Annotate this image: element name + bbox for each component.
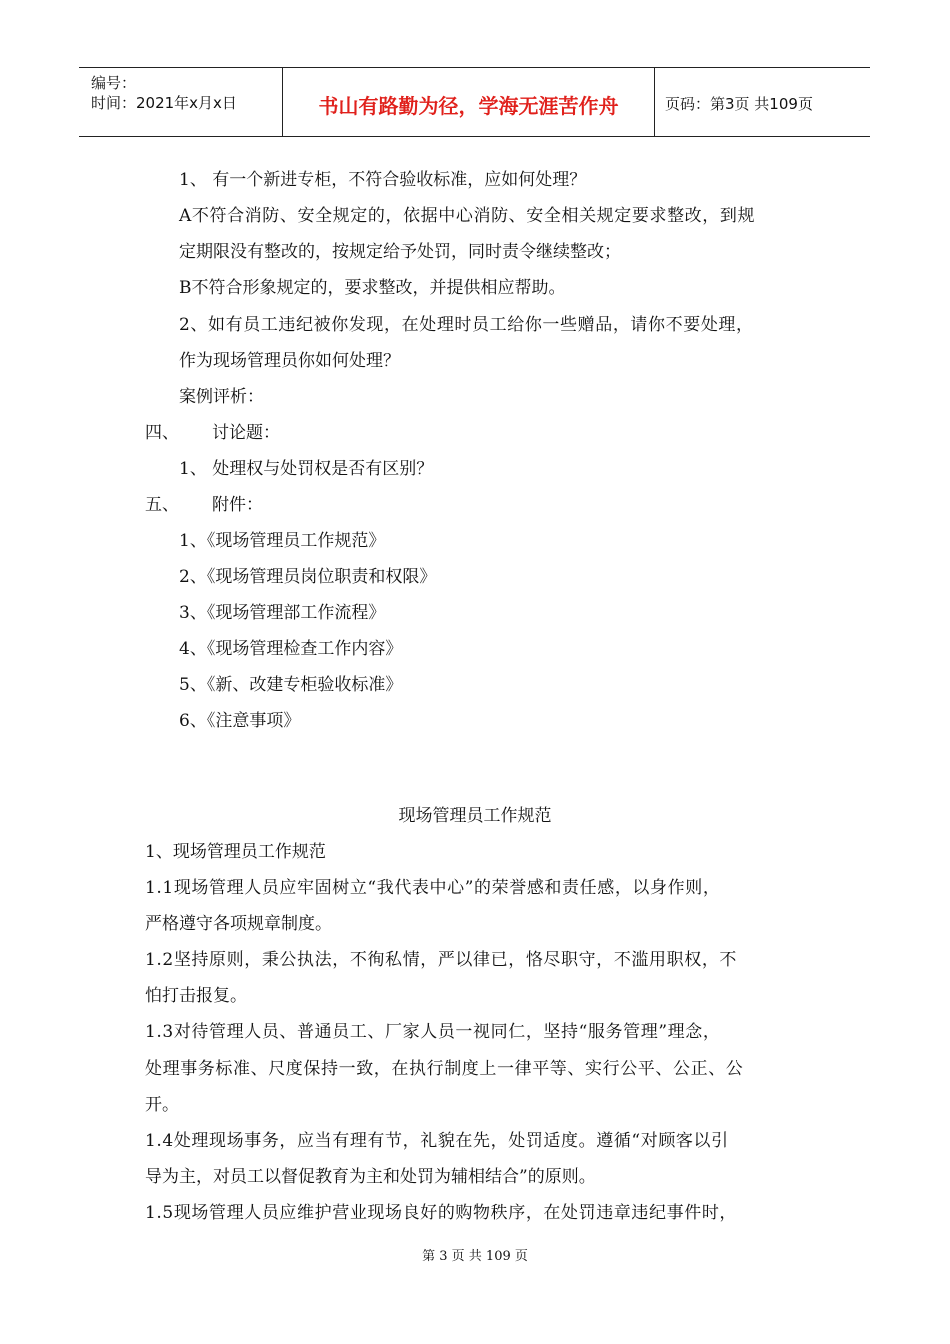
clause-1-4-line-2: 导为主，对员工以督促教育为主和处罚为辅相结合”的原则。 <box>145 1167 596 1187</box>
case-analysis-label: 案例评析： <box>179 387 264 407</box>
question-2-line-2: 作为现场管理员你如何处理？ <box>179 351 400 371</box>
clause-1-1-line-1: 1.1现场管理人员应牢固树立“我代表中心”的荣誉感和责任感，以身作则， <box>145 878 721 898</box>
attachment-5: 5、《新、改建专柜验收标准》 <box>179 675 403 695</box>
attachment-2: 2、《现场管理员岗位职责和权限》 <box>179 567 437 587</box>
motto-text: 书山有路勤为径，学海无涯苦作舟 <box>318 94 619 118</box>
clause-1-3-line-2: 处理事务标准、尺度保持一致，在执行制度上一律平等、实行公平、公正、公 <box>145 1059 744 1079</box>
header-left-cell <box>79 68 283 136</box>
document-title: 现场管理员工作规范 <box>398 806 552 826</box>
clause-1-2-line-1: 1.2坚持原则，秉公执法，不徇私情，严以律已，恪尽职守，不滥用职权，不 <box>145 950 738 970</box>
clause-1-4-line-1: 1.4处理现场事务，应当有理有节，礼貌在先，处罚适度。遵循“对顾客以引 <box>145 1131 729 1151</box>
clause-1-3-line-3: 开。 <box>145 1095 179 1115</box>
section-5-title: 附件： <box>212 495 263 515</box>
clause-1-1-line-2: 严格遵守各项规章制度。 <box>145 914 332 934</box>
answer-a-line-1: A不符合消防、安全规定的，依据中心消防、安全相关规定要求整改，到规 <box>179 206 756 226</box>
section-5-number: 五、 <box>145 495 179 515</box>
attachment-4: 4、《现场管理检查工作内容》 <box>179 639 403 659</box>
header-center-cell <box>283 68 655 136</box>
page-info: 页码：第3页 共109页 <box>665 95 813 113</box>
answer-b: B不符合形象规定的，要求整改，并提供相应帮助。 <box>179 278 566 298</box>
clause-1-2-line-2: 怕打击报复。 <box>145 986 247 1006</box>
question-2-line-1: 2、如有员工违纪被你发现，在处理时员工给你一些赠品，请你不要处理， <box>179 315 754 335</box>
number-label: 编号： <box>91 74 137 92</box>
header-right-cell <box>655 68 870 136</box>
clause-1-5-line-1: 1.5现场管理人员应维护营业现场良好的购物秩序，在处罚违章违纪事件时， <box>145 1203 738 1223</box>
clause-1-3-line-1: 1.3对待管理人员、普通员工、厂家人员一视同仁，坚持“服务管理”理念， <box>145 1022 721 1042</box>
attachment-1: 1、《现场管理员工作规范》 <box>179 531 386 551</box>
time-label: 时间：2021年x月x日 <box>91 94 237 112</box>
attachment-3: 3、《现场管理部工作流程》 <box>179 603 386 623</box>
section-4-number: 四、 <box>145 423 179 443</box>
page-footer: 第 3 页 共 109 页 <box>422 1249 528 1264</box>
section-4-title: 讨论题： <box>212 423 280 443</box>
attachment-6: 6、《注意事项》 <box>179 711 301 731</box>
heading-1: 1、现场管理员工作规范 <box>145 842 326 862</box>
header-table <box>79 67 870 137</box>
discussion-1: 1、 处理权与处罚权是否有区别？ <box>179 459 434 479</box>
question-1: 1、 有一个新进专柜，不符合验收标准，应如何处理？ <box>179 170 587 190</box>
answer-a-line-2: 定期限没有整改的，按规定给予处罚，同时责令继续整改； <box>179 242 621 262</box>
